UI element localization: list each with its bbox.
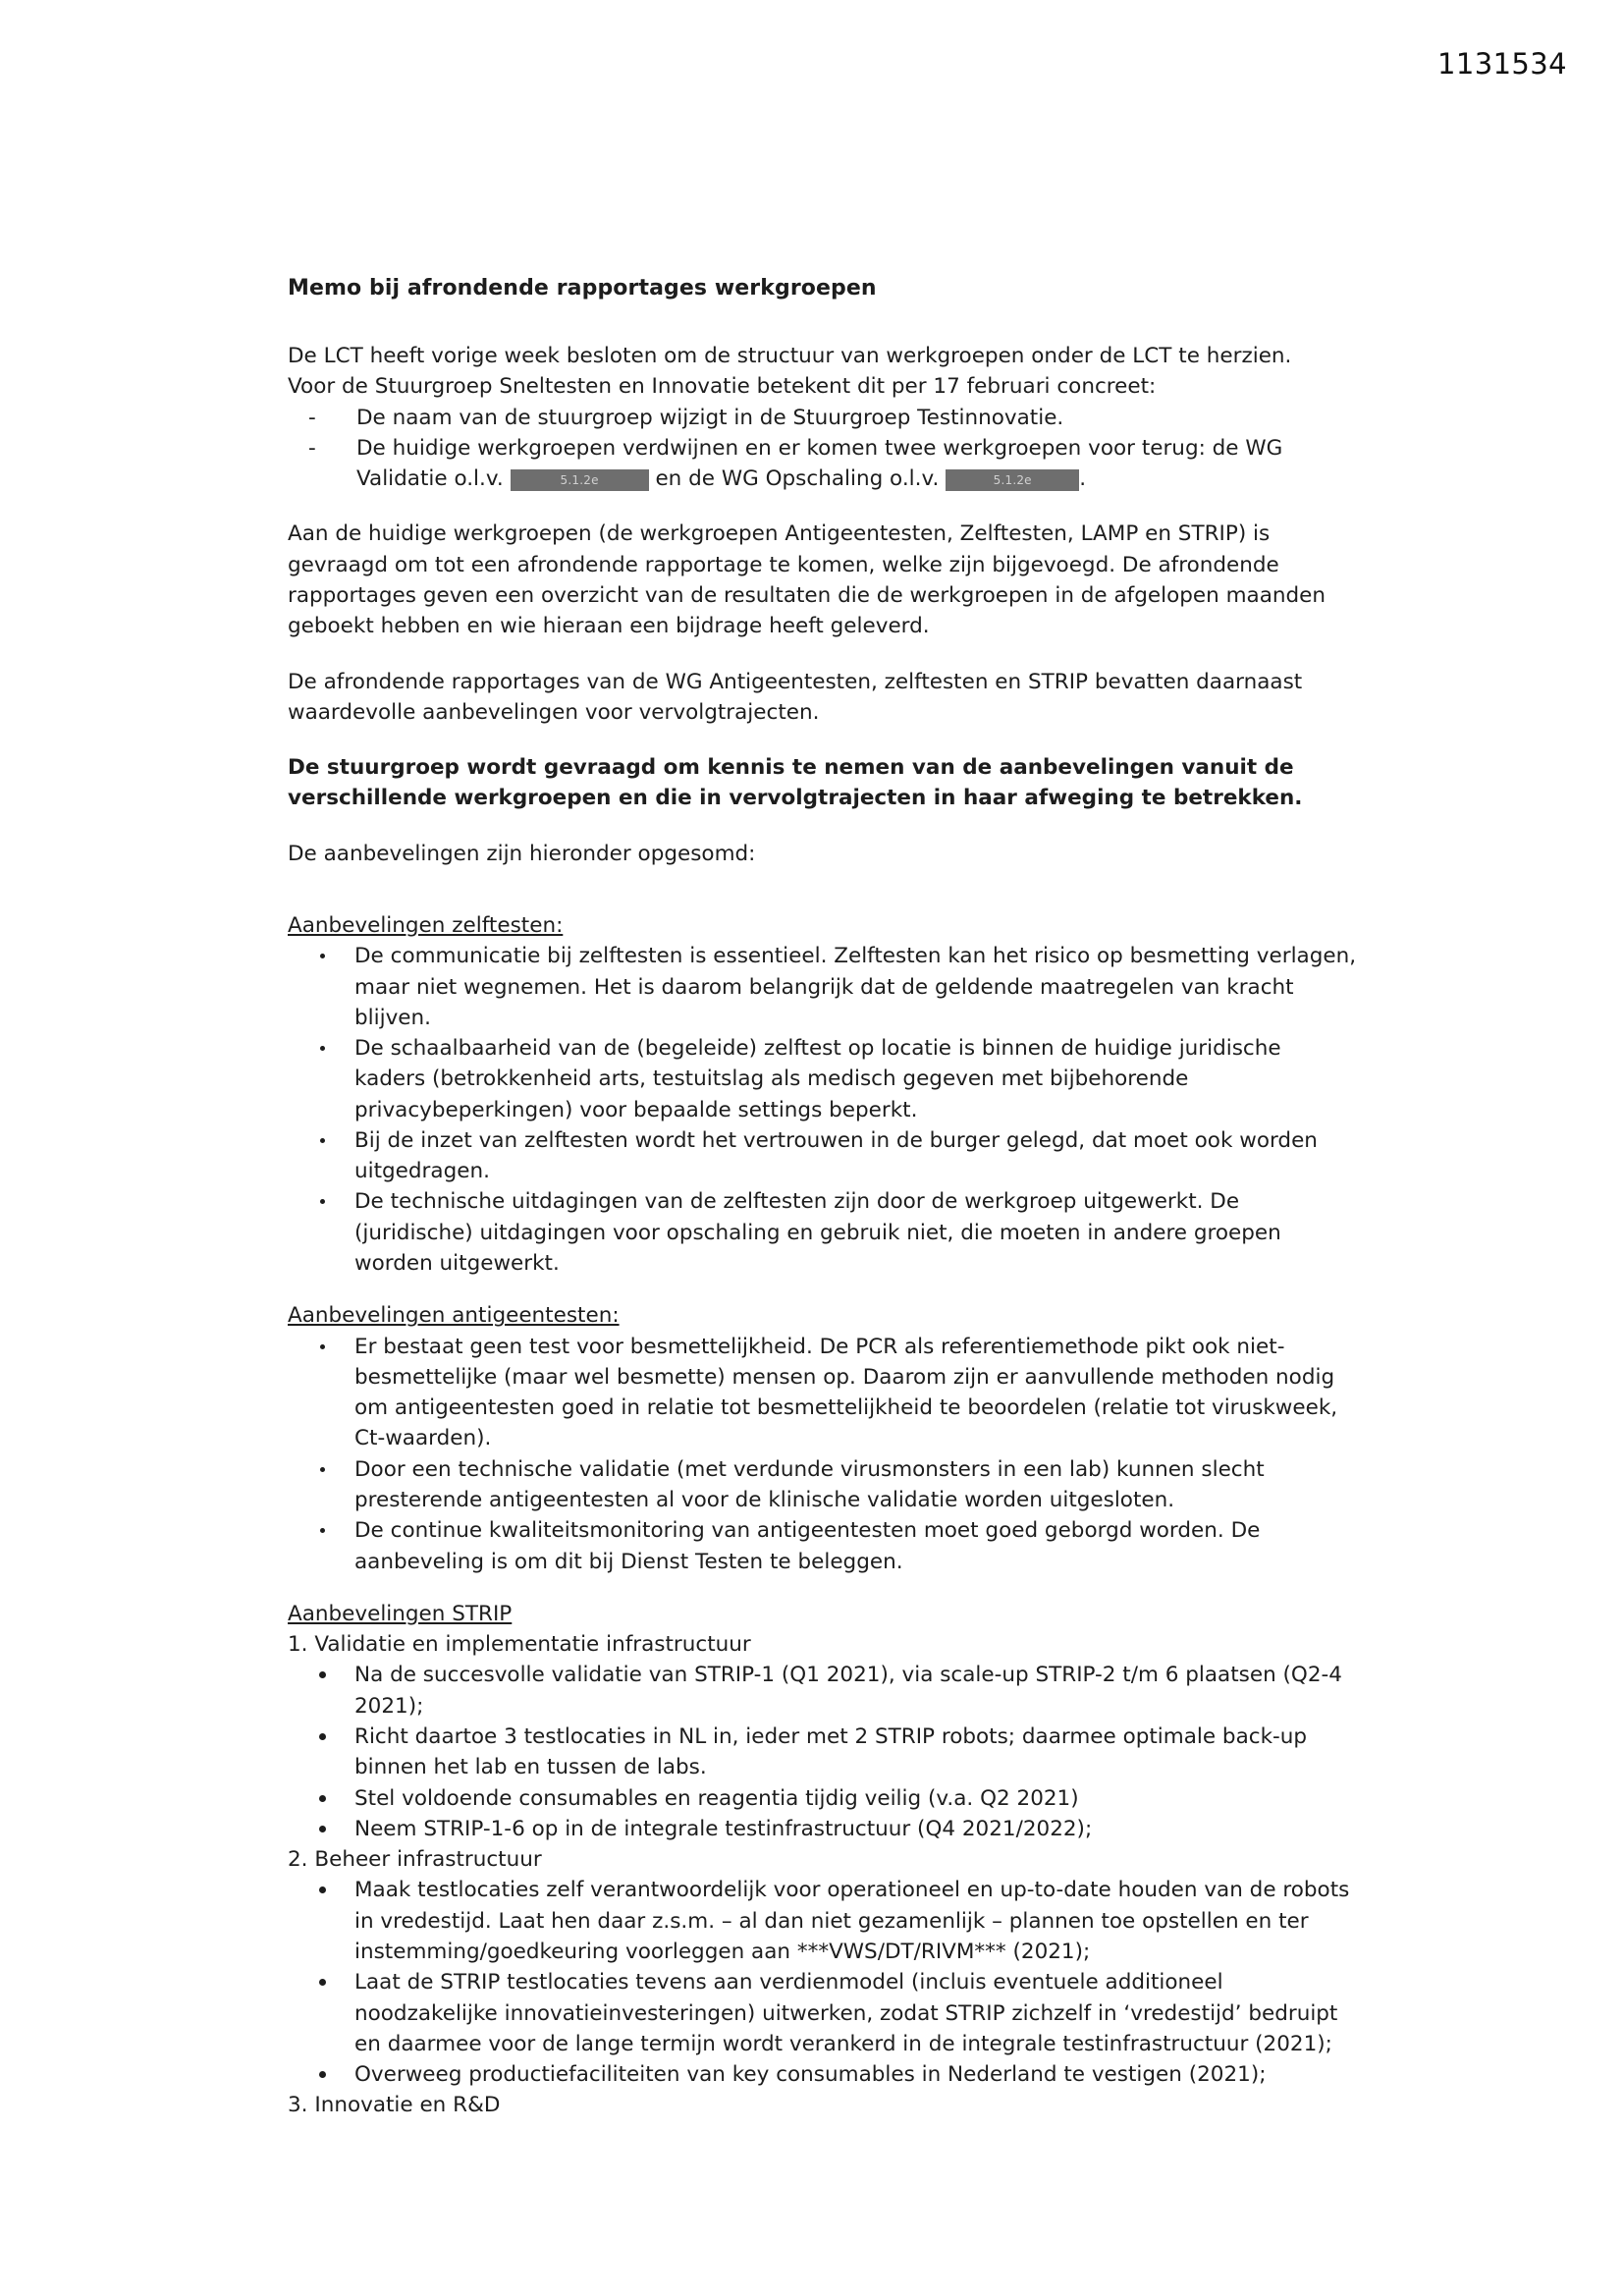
spacer <box>288 814 1358 839</box>
section-heading-zelftesten: Aanbevelingen zelftesten: <box>288 912 564 938</box>
intro-dash-list <box>288 403 1358 495</box>
bullet-text: Er bestaat geen test voor besmettelijkheid. De PCR als referentiemethode pikt ook niet-besmettelijke (maar wel besmette) mensen op. Daarom zijn er aanvullende methoden nodig om antigeentesten goed in relatie tot besmettelijkheid te beoordelen (relatie tot viruskweek, Ct-waarden). <box>354 1334 1338 1451</box>
dash-item-text-end: . <box>1079 466 1087 492</box>
document-number: 1131534 <box>1437 47 1567 81</box>
list-item <box>288 2059 1358 2090</box>
list-item <box>288 1967 1358 2059</box>
bullet-text: De continue kwaliteitsmonitoring van antigeentesten moet goed geborgd worden. De aanbeveling is om dit bij Dienst Testen te beleggen. <box>354 1518 1261 1574</box>
bullet-text: De communicatie bij zelftesten is essentieel. Zelftesten kan het risico op besmetting verlagen, maar niet wegnemen. Het is daarom belangrijk dat de geldende maatregelen van kracht blijven. <box>354 944 1357 1030</box>
strip-group-heading-3: 3. Innovatie en R&D <box>288 2093 501 2118</box>
list-item <box>288 941 1358 1033</box>
bullet-text: Stel voldoende consumables en reagentia tijdig veilig (v.a. Q2 2021) <box>354 1785 1079 1811</box>
paragraph-1: Aan de huidige werkgroepen (de werkgroepen Antigeentesten, Zelftesten, LAMP en STRIP) is gevraagd om tot een afrondende rapportage te komen, welke zijn bijgevoegd. De afrondende rapportages geven een overzicht van de resultaten die de werkgroepen in de afgelopen maanden geboekt hebben en wie hieraan een bijdrage heeft geleverd. <box>288 521 1326 639</box>
bullet-text: Maak testlocaties zelf verantwoordelijk voor operationeel en up-to-date houden van de robots in vredestijd. Laat hen daar z.s.m. – al dan niet gezamenlijk – plannen toe opstellen en ter instemming/goedkeuring voorleggen aan ***VWS/DT/RIVM*** (2021); <box>354 1878 1350 1964</box>
document-body <box>288 273 1358 2121</box>
bullet-text: Bij de inzet van zelftesten wordt het vertrouwen in de burger gelegd, dat moet ook worden uitgedragen. <box>354 1127 1318 1184</box>
list-item <box>288 1454 1358 1516</box>
paragraph-4: De aanbevelingen zijn hieronder opgesomd: <box>288 841 756 866</box>
dash-item-text: De naam van de stuurgroep wijzigt in de Stuurgroep Testinnovatie. <box>356 405 1064 430</box>
section-heading-strip: Aanbevelingen STRIP <box>288 1601 513 1626</box>
bullet-text: Laat de STRIP testlocaties tevens aan verdienmodel (incluis eventuele additioneel noodzakelijke innovatieinvesteringen) uitwerken, zodat STRIP zichzelf in ‘vredestijd’ bedruipt en daarmee voor de lange termijn wordt verankerd in de integrale testinfrastructuur (2021); <box>354 1970 1338 2056</box>
section-heading-antigeentesten: Aanbevelingen antigeentesten: <box>288 1303 620 1329</box>
bullet-text: Overweeg productiefaciliteiten van key consumables in Nederland te vestigen (2021); <box>354 2062 1267 2088</box>
list-item <box>288 1875 1358 1967</box>
bullet-text: De schaalbaarheid van de (begeleide) zelftest op locatie is binnen de huidige juridische kaders (betrokkenheid arts, testuitslag als medisch gegeven met bijbehorende privacybeperkingen) voor bepaalde settings beperkt. <box>354 1036 1281 1122</box>
list-item <box>288 1660 1358 1722</box>
list-item <box>288 1186 1358 1279</box>
bullet-text: Na de succesvolle validatie van STRIP-1 (Q1 2021), via scale-up STRIP-2 t/m 6 plaatsen (Q2-4 2021); <box>354 1663 1342 1719</box>
list-item <box>288 403 1358 433</box>
list-item <box>288 1515 1358 1577</box>
bullet-text: Richt daartoe 3 testlocaties in NL in, ieder met 2 STRIP robots; daarmee optimale back-up binnen het lab en tussen de labs. <box>354 1723 1308 1780</box>
spacer <box>288 1577 1358 1599</box>
bullet-text: Neem STRIP-1-6 op in de integrale testinfrastructuur (Q4 2021/2022); <box>354 1816 1093 1841</box>
redaction-box-validatie: 5.1.2e <box>511 469 649 491</box>
spacer <box>288 869 1358 910</box>
spacer <box>288 494 1358 519</box>
spacer <box>288 728 1358 752</box>
list-item <box>288 1125 1358 1187</box>
list-item <box>288 1332 1358 1454</box>
list-item <box>288 1722 1358 1783</box>
dash-item-text-middle: en de WG Opschaling o.l.v. <box>655 466 940 492</box>
spacer <box>288 642 1358 667</box>
paragraph-3-bold: De stuurgroep wordt gevraagd om kennis te nemen van de aanbevelingen vanuit de verschillende werkgroepen en die in vervolgtrajecten in haar afweging te betrekken. <box>288 755 1303 811</box>
intro-line-1: De LCT heeft vorige week besloten om de structuur van werkgroepen onder de LCT te herzien. <box>288 344 1292 368</box>
bullet-list-antigeentesten <box>288 1332 1358 1577</box>
spacer <box>288 1279 1358 1300</box>
list-item <box>288 1783 1358 1814</box>
list-item <box>288 1814 1358 1844</box>
bullet-list-strip-2 <box>288 1875 1358 2090</box>
strip-group-heading-1: 1. Validatie en implementatie infrastructuur <box>288 1632 751 1658</box>
redaction-box-opschaling: 5.1.2e <box>946 469 1079 491</box>
bullet-list-zelftesten <box>288 941 1358 1279</box>
bullet-text: Door een technische validatie (met verdunde virusmonsters in een lab) kunnen slecht presterende antigeentesten al voor de klinische validatie worden uitgesloten. <box>354 1456 1265 1512</box>
dash-item-text: De huidige werkgroepen verdwijnen en er komen twee werkgroepen voor terug: de WG Validatie o.l.v. <box>356 435 1283 492</box>
list-item <box>288 433 1358 495</box>
intro-line-2: Voor de Stuurgroep Sneltesten en Innovatie betekent dit per 17 februari concreet: <box>288 374 1157 400</box>
bullet-list-strip-1 <box>288 1660 1358 1844</box>
paragraph-2: De afrondende rapportages van de WG Antigeentesten, zelftesten en STRIP bevatten daarnaast waardevolle aanbevelingen voor vervolgtrajecten. <box>288 669 1303 725</box>
page-title: Memo bij afrondende rapportages werkgroepen <box>288 276 877 301</box>
list-item <box>288 1033 1358 1125</box>
strip-group-heading-2: 2. Beheer infrastructuur <box>288 1847 542 1873</box>
bullet-text: De technische uitdagingen van de zelftesten zijn door de werkgroep uitgewerkt. De (juridische) uitdagingen voor opschaling en gebruik niet, die moeten in andere groepen worden uitgewerkt. <box>354 1189 1281 1277</box>
